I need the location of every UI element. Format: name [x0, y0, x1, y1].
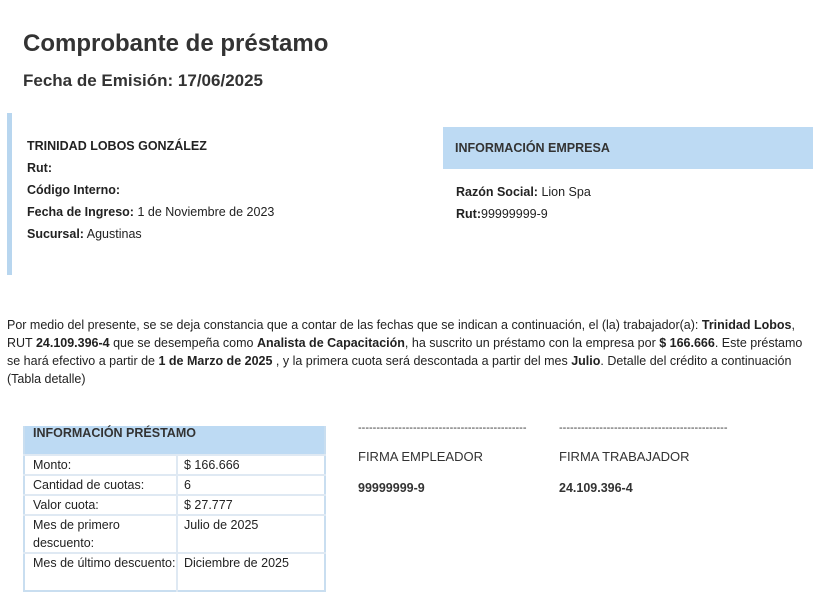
paragraph-worker-rut: 24.109.396-4: [35, 336, 110, 350]
company-name-label: Razón Social:: [456, 185, 538, 199]
loan-installment-value: $ 27.777: [177, 495, 325, 515]
employer-signature-line: ----------------------------------------------: [358, 422, 527, 434]
paragraph-text: , y la primera cuota será descontada a partir del mes: [272, 354, 572, 368]
paragraph-text: , RUT: [7, 318, 795, 350]
employee-rut-line: [27, 161, 52, 175]
employee-hire-date-line: [27, 205, 274, 219]
paragraph-worker-name: Trinidad Lobos: [701, 318, 792, 332]
loan-installments-label: Cantidad de cuotas:: [24, 475, 177, 495]
loan-amount-value: $ 166.666: [177, 455, 325, 475]
paragraph-position: Analista de Capacitación: [256, 336, 405, 350]
paragraph-text: , ha suscrito un préstamo con la empresa por: [404, 336, 660, 350]
paragraph-text: que se desempeña como: [109, 336, 257, 350]
table-row: [24, 495, 325, 515]
employee-branch-label: Sucursal:: [27, 227, 84, 241]
employee-name: TRINIDAD LOBOS GONZÁLEZ: [27, 139, 207, 153]
employee-hire-date-label: Fecha de Ingreso:: [27, 205, 134, 219]
loan-installment-value-label: Valor cuota:: [24, 495, 177, 515]
paragraph-text: . Detalle del crédito a continuación (Tabla detalle): [7, 354, 792, 386]
loan-first-discount-value: Julio de 2025: [177, 515, 325, 553]
paragraph-amount: $ 166.666: [659, 336, 715, 350]
company-name-value: Lion Spa: [541, 185, 591, 199]
employee-branch-line: [27, 227, 142, 241]
company-info-header: INFORMACIÓN EMPRESA: [443, 127, 813, 169]
employee-hire-date-value: 1 de Noviembre de 2023: [137, 205, 275, 219]
table-row: [24, 553, 325, 591]
company-rut-line: [456, 207, 548, 221]
employee-code-line: [27, 183, 120, 197]
worker-signature-label: FIRMA TRABAJADOR: [559, 449, 690, 464]
paragraph-month: Julio: [571, 354, 601, 368]
loan-last-discount-value: Diciembre de 2025: [177, 553, 325, 591]
loan-info-header: INFORMACIÓN PRÉSTAMO: [24, 426, 325, 455]
paragraph-text: . Este préstamo se hará efectivo a partir de: [7, 336, 803, 368]
employer-signature-label: FIRMA EMPLEADOR: [358, 449, 483, 464]
paragraph-text: Por medio del presente, se se deja constancia que a contar de las fechas que se indican a continuación, el (la) trabajador(a):: [7, 318, 702, 332]
employer-rut: 99999999-9: [358, 481, 425, 495]
loan-info-table: [23, 426, 326, 592]
loan-statement-paragraph: [7, 316, 807, 388]
worker-rut: 24.109.396-4: [559, 481, 633, 495]
company-name-line: [456, 185, 591, 199]
document-title: Comprobante de préstamo: [23, 30, 329, 57]
loan-last-discount-label: Mes de último descuento:: [24, 553, 177, 591]
employee-code-label: Código Interno:: [27, 183, 121, 197]
employee-rut-label: Rut:: [27, 161, 52, 175]
paragraph-start-date: 1 de Marzo de 2025: [158, 354, 273, 368]
loan-first-discount-label: Mes de primero descuento:: [24, 515, 177, 553]
company-rut-value: 99999999-9: [481, 207, 548, 221]
worker-signature-line: ----------------------------------------------: [559, 422, 728, 434]
loan-amount-label: Monto:: [24, 455, 177, 475]
issue-date: Fecha de Emisión: 17/06/2025: [23, 71, 264, 90]
table-row: [24, 455, 325, 475]
employee-branch-value: Agustinas: [86, 227, 142, 241]
table-row: [24, 515, 325, 553]
loan-installments-value: 6: [177, 475, 325, 495]
company-rut-label: Rut:: [456, 207, 481, 221]
table-row: [24, 475, 325, 495]
